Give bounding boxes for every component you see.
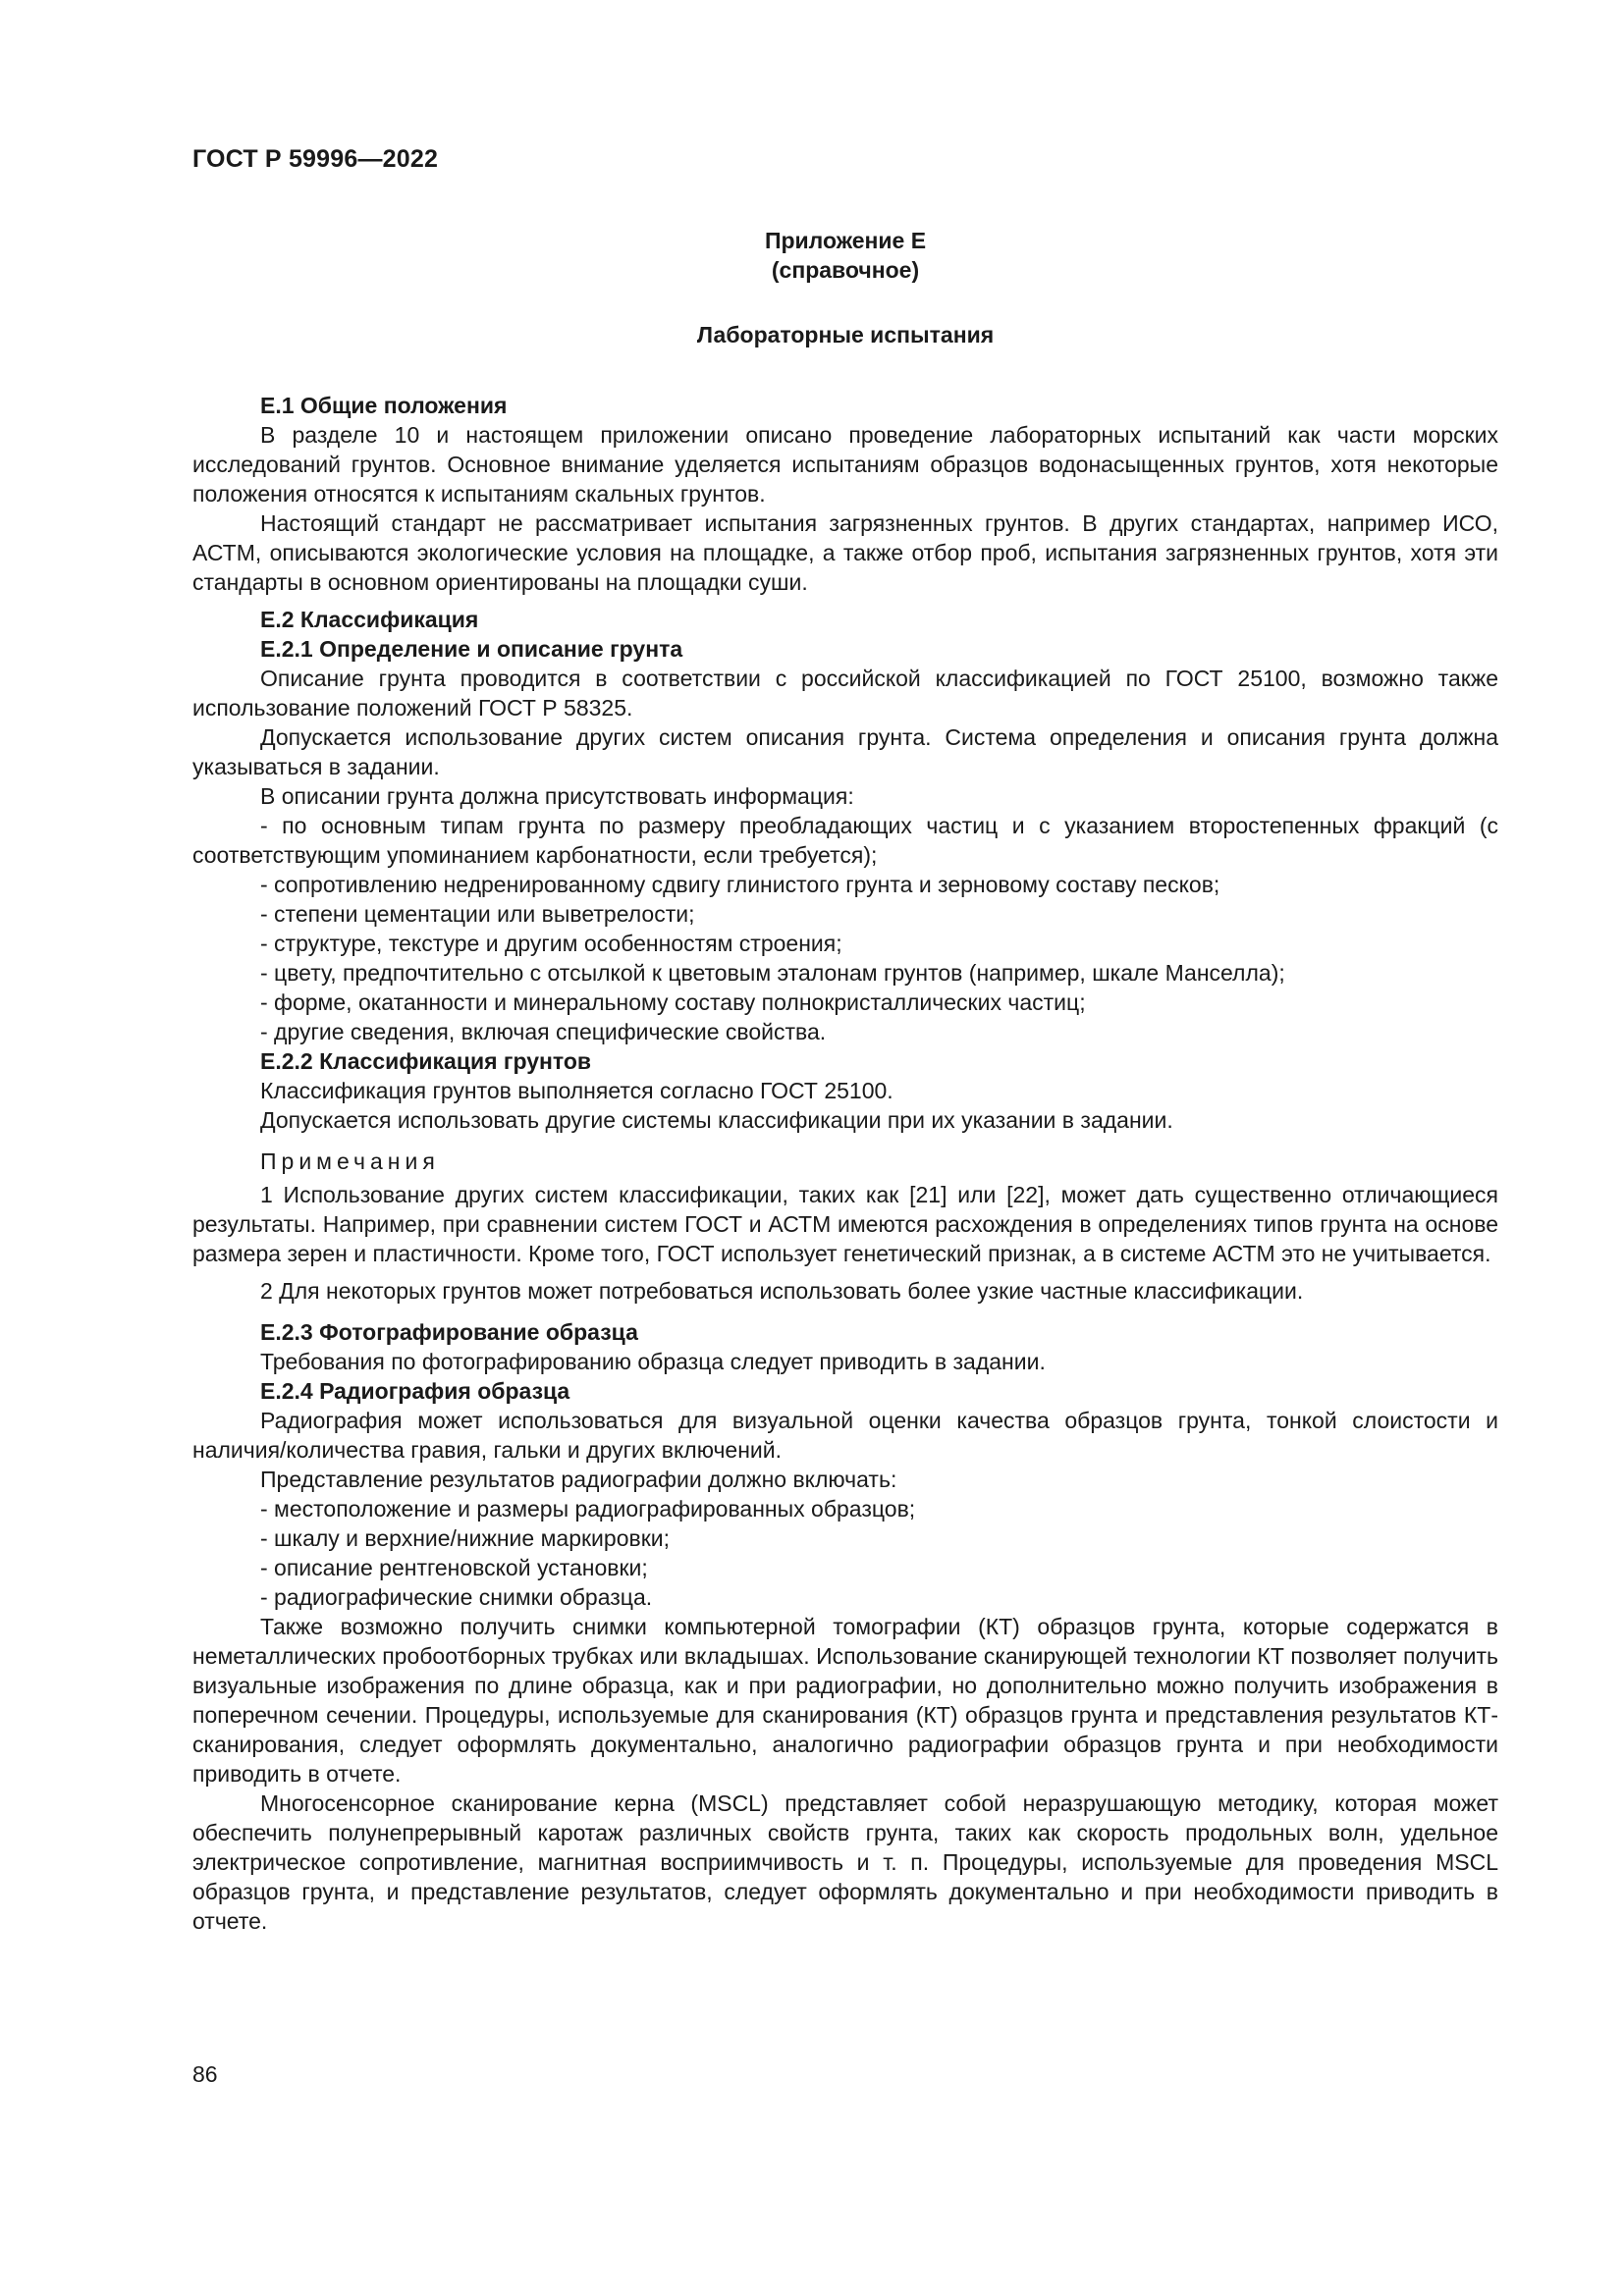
list-item: - структуре, текстуре и другим особенностям строения;	[260, 931, 842, 956]
paragraph: Настоящий стандарт не рассматривает испытания загрязненных грунтов. В других стандартах, например ИСО, АСТМ, описываются экологические условия на площадке, а также отбор проб, испытания загрязненных грунтов, хотя эти стандарты в основном ориентированы на площадки суши.	[192, 510, 1498, 595]
page-number: 86	[192, 2061, 218, 2087]
paragraph: Классификация грунтов выполняется согласно ГОСТ 25100.	[260, 1078, 893, 1103]
note: 2 Для некоторых грунтов может потребоваться использовать более узкие частные классификации.	[260, 1278, 1304, 1304]
appendix-subtitle: (справочное)	[771, 257, 920, 283]
appendix-title: Приложение Е	[764, 228, 927, 253]
subsection-heading-e24: Е.2.4 Радиография образца	[260, 1378, 570, 1404]
list-item: - описание рентгеновской установки;	[260, 1555, 648, 1580]
note: 1 Использование других систем классификации, таких как [21] или [22], может дать существенно отличающиеся результаты. Например, при сравнении систем ГОСТ и АСТМ имеются расхождения в определениях типов грунта на основе размера зерен и пластичности. Кроме того, ГОСТ использует генетический признак, а в системе АСТМ это не учитывается.	[192, 1182, 1498, 1266]
paragraph: Требования по фотографированию образца следует приводить в задании.	[260, 1349, 1046, 1374]
paragraph: В разделе 10 и настоящем приложении описано проведение лабораторных испытаний как части морских исследований грунтов. Основное внимание уделяется испытаниям образцов водонасыщенных грунтов, хотя некоторые положения относятся к испытаниям скальных грунтов.	[192, 422, 1498, 507]
appendix-heading: Лабораторные испытания	[696, 322, 995, 347]
paragraph: Допускается использование других систем описания грунта. Система определения и описания грунта должна указываться в задании.	[192, 724, 1498, 779]
paragraph: Многосенсорное сканирование керна (MSCL) представляет собой неразрушающую методику, которая может обеспечить полунепрерывный каротаж различных свойств грунта, таких как скорость продольных волн, удельное электрическое сопротивление, магнитная восприимчивость и т. п. Процедуры, используемые для проведения MSCL образцов грунта, и представление результатов, следует оформлять документально и при необходимости приводить в отчете.	[192, 1790, 1498, 1934]
list-item: - степени цементации или выветрелости;	[260, 901, 695, 927]
paragraph: Также возможно получить снимки компьютерной томографии (КТ) образцов грунта, которые содержатся в неметаллических пробоотборных трубках или вкладышах. Использование сканирующей технологии КТ позволяет получить визуальные изображения по длине образца, как и при радиографии, но дополнительно можно получить изображения в поперечном сечении. Процедуры, используемые для сканирования (КТ) образцов грунта и представления результатов КТ-сканирования, следует оформлять документально, аналогично радиографии образцов грунта и при необходимости приводить в отчете.	[192, 1614, 1498, 1787]
notes-title: Примечания	[260, 1148, 440, 1174]
paragraph: Описание грунта проводится в соответствии с российской классификацией по ГОСТ 25100, возможно также использование положений ГОСТ Р 58325.	[192, 666, 1498, 721]
list-item: - цвету, предпочтительно с отсылкой к цветовым эталонам грунтов (например, шкале Манселла);	[260, 960, 1285, 986]
list-item: - радиографические снимки образца.	[260, 1584, 653, 1610]
list-item: - сопротивлению недренированному сдвигу глинистого грунта и зерновому составу песков;	[260, 872, 1220, 897]
subsection-heading-e23: Е.2.3 Фотографирование образца	[260, 1319, 638, 1345]
section-heading-e1: Е.1 Общие положения	[260, 393, 508, 418]
paragraph: Допускается использовать другие системы классификации при их указании в задании.	[260, 1107, 1173, 1133]
subsection-heading-e21: Е.2.1 Определение и описание грунта	[260, 636, 683, 662]
section-heading-e2: Е.2 Классификация	[260, 607, 479, 632]
list-item: - местоположение и размеры радиографированных образцов;	[260, 1496, 916, 1522]
list-item: - по основным типам грунта по размеру преобладающих частиц и с указанием второстепенных фракций (с соответствующим упоминанием карбонатности, если требуется);	[192, 813, 1498, 868]
document-code: ГОСТ Р 59996—2022	[192, 145, 439, 173]
paragraph: Представление результатов радиографии должно включать:	[260, 1467, 897, 1492]
list-item: - другие сведения, включая специфические свойства.	[260, 1019, 827, 1044]
list-item: - шкалу и верхние/нижние маркировки;	[260, 1525, 670, 1551]
document-body	[192, 391, 1498, 1936]
paragraph: Радиография может использоваться для визуальной оценки качества образцов грунта, тонкой слоистости и наличия/количества гравия, гальки и других включений.	[192, 1408, 1498, 1463]
list-item: - форме, окатанности и минеральному составу полнокристаллических частиц;	[260, 989, 1086, 1015]
paragraph: В описании грунта должна присутствовать информация:	[260, 783, 854, 809]
subsection-heading-e22: Е.2.2 Классификация грунтов	[260, 1048, 592, 1074]
